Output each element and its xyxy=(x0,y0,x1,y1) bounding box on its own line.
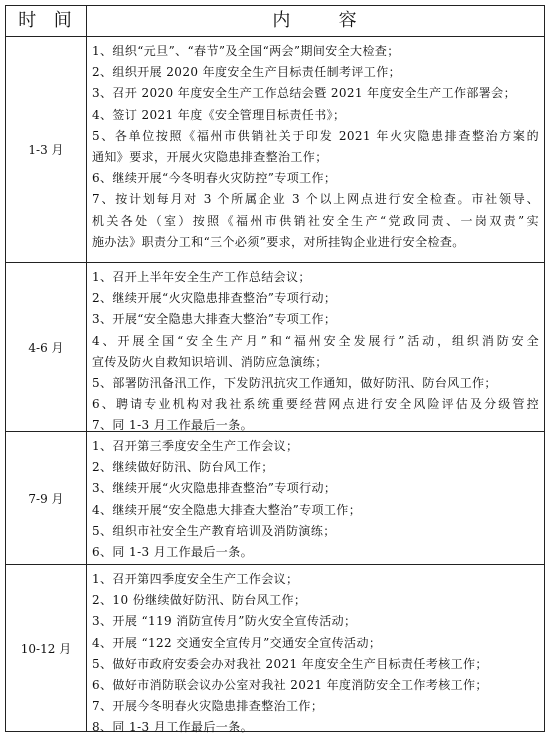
list-item: 1、组织“元旦”、“春节”及全国“两会”期间安全大检查； xyxy=(92,44,400,58)
content-cell xyxy=(87,432,544,564)
list-item: 5、组织市社安全生产教育培训及消防演练； xyxy=(92,523,336,538)
list-item: 4、签订 2021 年度《安全管理目标责任书》； xyxy=(92,107,346,122)
header-time: 时 间 xyxy=(18,10,74,31)
list-item: 宣传及防火自救知识培训、消防应急演练； xyxy=(92,354,328,369)
table-row-q1 xyxy=(6,37,544,263)
list-item: 机关各处（室）按照《福州市供销社安全生产“党政同责、一岗双责”实 xyxy=(92,213,539,228)
table-header xyxy=(6,6,544,37)
list-item: 3、开展 “119 消防宣传月”防火安全宣传活动； xyxy=(92,614,357,629)
list-item: 6、同 1-3 月工作最后一条。 xyxy=(92,545,253,560)
list-item: 5、做好市政府安委会办对我社 2021 年度安全生产目标责任考核工作； xyxy=(92,656,488,671)
list-item: 6、继续开展“今冬明春火灾防控”专项工作； xyxy=(92,171,337,186)
list-item: 5、各单位按照《福州市供销社关于印发 2021 年火灾隐患排查整治方案的 xyxy=(92,128,539,143)
list-item: 1、召开上半年安全生产工作总结会议； xyxy=(92,270,311,284)
list-item: 2、10 份继续做好防汛、防台风工作； xyxy=(92,593,307,608)
list-item: 7、同 1-3 月工作最后一条。 xyxy=(92,418,253,433)
period-cell: 7-9 月 xyxy=(28,491,64,506)
list-item: 施办法》职责分工和“三个必须”要求，对所挂钩企业进行安全检查。 xyxy=(92,234,465,249)
list-item: 1、召开第四季度安全生产工作会议； xyxy=(92,572,299,586)
list-item: 7、开展今冬明春火灾隐患排查整治工作； xyxy=(92,699,324,714)
list-item: 3、开展“安全隐患大排查大整治”专项工作； xyxy=(92,312,337,327)
list-item: 2、继续开展“火灾隐患排查整治”专项行动； xyxy=(92,291,337,306)
list-item: 3、召开 2020 年度安全生产工作总结会暨 2021 年度安全生产工作部署会； xyxy=(92,86,516,101)
list-item: 6、聘请专业机构对我社系统重要经营网点进行安全风险评估及分级管控 xyxy=(92,397,539,412)
list-item: 8、同 1-3 月工作最后一条。 xyxy=(92,720,253,735)
list-item: 2、继续做好防汛、防台风工作； xyxy=(92,460,274,475)
header-content: 内 容 xyxy=(272,10,359,31)
content-cell xyxy=(87,37,544,262)
list-item: 4、开展 “122 交通安全宣传月”交通安全宣传活动； xyxy=(92,635,382,650)
table-row-q3 xyxy=(6,432,544,565)
list-item: 3、继续开展“火灾隐患排查整治”专项行动； xyxy=(92,481,337,496)
period-cell: 4-6 月 xyxy=(28,340,64,355)
table-row-q4 xyxy=(6,565,544,735)
list-item: 5、部署防汛备汛工作，下发防汛抗灾工作通知，做好防汛、防台风工作； xyxy=(92,376,497,391)
period-cell: 10-12 月 xyxy=(20,641,72,656)
list-item: 1、召开第三季度安全生产工作会议； xyxy=(92,439,299,453)
list-item: 4、开展全国“安全生产月”和“福州安全发展行”活动，组织消防安全 xyxy=(92,333,539,348)
table-row-q2 xyxy=(6,263,544,432)
list-item: 2、组织开展 2020 年度安全生产目标责任制考评工作； xyxy=(92,65,402,80)
list-item: 通知》要求，开展火灾隐患排查整治工作； xyxy=(92,150,328,165)
period-cell: 1-3 月 xyxy=(28,143,64,157)
list-item: 4、继续开展“安全隐患大排查大整治”专项工作； xyxy=(92,502,362,517)
list-item: 6、做好市消防联会议办公室对我社 2021 年度消防安全工作考核工作； xyxy=(92,678,488,693)
content-cell xyxy=(87,565,544,735)
safety-plan-table xyxy=(5,5,545,735)
content-cell xyxy=(87,263,544,431)
list-item: 7、按计划每月对 3 个所属企业 3 个以上网点进行安全检查。市社领导、 xyxy=(92,192,539,207)
